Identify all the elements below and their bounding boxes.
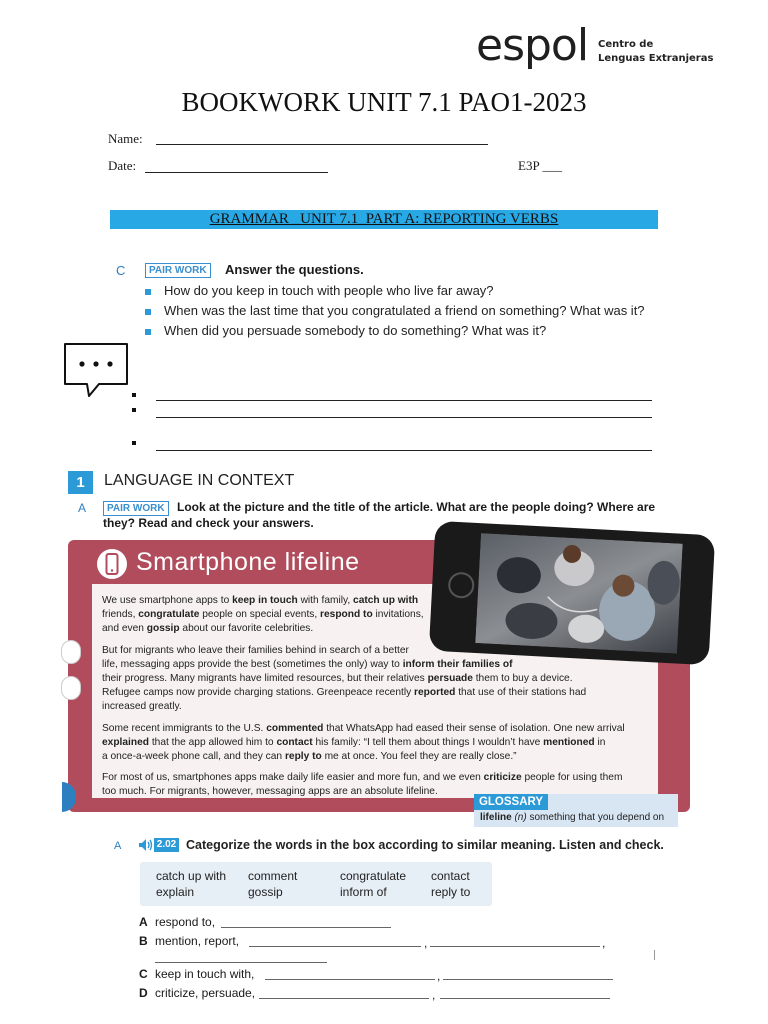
item-c-text: keep in touch with, — [155, 967, 255, 981]
item-letter: B — [139, 934, 148, 948]
word-box-column — [340, 868, 406, 900]
question-2: When was the last time that you congratulated a friend on something? What was it? — [164, 303, 645, 318]
date-field[interactable] — [145, 172, 328, 173]
page-title: BOOKWORK UNIT 7.1 PAO1-2023 — [181, 87, 587, 117]
key-phrase: contact — [276, 736, 313, 748]
grammar-banner-text: GRAMMAR _UNIT 7.1_PART A: REPORTING VERBS — [209, 211, 559, 227]
article-text-run: that use of their stations had — [455, 687, 587, 699]
key-phrase: commented — [266, 722, 324, 734]
exercise-a-instruction: Categorize the words in the box according to similar meaning. Listen and check. — [186, 838, 664, 852]
item-c-blank-1[interactable] — [265, 979, 435, 980]
section-c-letter: C — [116, 263, 126, 278]
separator-comma: , — [437, 969, 441, 983]
article-text-run: about our favorite celebrities. — [179, 623, 314, 635]
article-text-run: people on special events, — [199, 609, 321, 621]
article-text-run: his family: “I tell them about things I wouldn’t have — [312, 736, 544, 748]
item-b-blank-2[interactable] — [430, 946, 600, 947]
word-box-item: inform of — [340, 885, 387, 899]
section-c-instruction: Answer the questions. — [225, 262, 364, 277]
section-a-instruction-1: Look at the picture and the title of the article. What are the people doing? Where are — [177, 500, 656, 514]
article-line — [102, 771, 650, 785]
exercise-a-letter: A — [114, 840, 122, 852]
article-text-run: that WhatsApp had eased their sense of isolation. One new arrival — [323, 722, 625, 734]
key-phrase: reported — [414, 687, 456, 699]
word-box-item: reply to — [431, 885, 471, 899]
side-tab — [61, 676, 81, 700]
item-c-blank-2[interactable] — [443, 979, 613, 980]
item-b-blank-1[interactable] — [249, 946, 421, 947]
answer-line-3[interactable] — [156, 450, 652, 451]
logo-subtitle — [598, 38, 713, 66]
section-number-badge: 1 — [68, 471, 93, 494]
word-box-item: catch up with — [156, 869, 227, 883]
separator-comma: , — [424, 936, 428, 950]
date-label: Date: — [108, 158, 137, 173]
article-text-run: Some recent immigrants to the U.S. — [102, 722, 267, 734]
glossary-term: lifeline — [480, 812, 512, 823]
margin-mark — [654, 950, 655, 960]
article-text-run: me at once. You feel they are really close.” — [321, 751, 517, 763]
article-line — [102, 736, 650, 750]
speaker-icon[interactable] — [138, 838, 154, 852]
logo-subtitle-line-1: Centro de — [598, 39, 654, 50]
article-text-run: and even — [102, 623, 147, 635]
key-phrase: keep in touch — [232, 595, 298, 606]
article-text-run: in — [594, 736, 606, 748]
class-label: E3P ___ — [518, 158, 562, 173]
audio-track-badge[interactable]: 2.02 — [154, 838, 179, 852]
article-text-run: with family, — [297, 595, 354, 606]
item-d-blank-1[interactable] — [259, 998, 429, 999]
article-text-run: increased greatly. — [102, 701, 182, 713]
article-title: Smartphone lifeline — [136, 548, 360, 576]
article-line — [102, 672, 650, 686]
side-tab — [61, 640, 81, 664]
glossary-entry — [480, 812, 664, 823]
answer-line-1[interactable] — [156, 400, 652, 401]
chat-bubble-icon — [63, 341, 131, 399]
migrants-photo — [475, 533, 682, 653]
article-text-run: a once-a-week phone call, and they can — [102, 751, 285, 763]
bullet-square — [145, 329, 151, 335]
question-1: How do you keep in touch with people who live far away? — [164, 283, 494, 298]
word-box-item: comment — [248, 869, 298, 883]
article-text-run: people for using them — [521, 772, 623, 784]
glossary-heading: GLOSSARY — [474, 794, 548, 810]
espol-logo: espol — [476, 20, 589, 71]
article-text-run: For most of us, smartphones apps make daily life easier and more fun, and we even — [102, 772, 484, 784]
key-phrase: criticize — [483, 772, 522, 784]
answer-bullet — [132, 408, 136, 412]
smartphone-image — [429, 521, 715, 665]
answer-line-2[interactable] — [156, 417, 652, 418]
article-text-run: But for migrants who leave their families behind in search of a better — [102, 644, 409, 656]
article-text-run: that the app allowed him to — [149, 736, 277, 748]
bullet-square — [145, 289, 151, 295]
key-phrase: gossip — [146, 623, 180, 635]
article-text-run: friends, — [102, 609, 139, 621]
article-line — [102, 686, 650, 700]
question-3: When did you persuade somebody to do something? What was it? — [164, 323, 547, 338]
item-letter: A — [139, 915, 148, 929]
item-letter: C — [139, 967, 148, 981]
item-b-blank-3[interactable] — [155, 962, 327, 963]
item-d-text: criticize, persuade, — [155, 986, 256, 1000]
section-a-instruction-2: they? Read and check your answers. — [103, 516, 314, 530]
answer-bullet — [132, 393, 136, 397]
article-line — [102, 700, 650, 714]
article-line — [102, 658, 650, 672]
item-b-text: mention, report, — [155, 934, 240, 948]
article-line — [102, 722, 650, 736]
pair-work-tag: PAIR WORK — [103, 501, 169, 516]
word-box-column — [248, 868, 297, 900]
article-text-run: life, messaging apps provide the best (sometimes the only) way to — [102, 658, 403, 670]
item-letter: D — [139, 986, 148, 1000]
pair-work-tag: PAIR WORK — [145, 263, 211, 278]
glossary-definition: something that you depend on — [529, 812, 665, 823]
separator-comma: , — [432, 988, 436, 1002]
key-phrase: persuade — [427, 673, 473, 685]
separator-comma: , — [602, 936, 606, 950]
article-text-run: Refugee camps now provide charging stations. Greenpeace recently — [102, 687, 415, 699]
key-phrase: respond to — [320, 609, 373, 621]
word-box-item: explain — [156, 885, 195, 899]
item-a-text: respond to, — [155, 915, 216, 929]
section-heading: LANGUAGE IN CONTEXT — [104, 472, 295, 489]
glossary-pos: (n) — [514, 812, 527, 823]
article-text-run: invitations, — [372, 609, 424, 621]
article-text-run: We use smartphone apps to — [102, 595, 233, 606]
word-box-item: gossip — [248, 885, 283, 899]
key-phrase: catch up with — [353, 595, 419, 606]
word-box-column — [431, 868, 470, 900]
key-phrase: mentioned — [543, 736, 595, 748]
key-phrase: explained — [102, 736, 149, 748]
phone-icon — [96, 548, 128, 580]
word-box-column — [156, 868, 226, 900]
key-phrase: reply to — [284, 751, 322, 763]
article-paragraph-3 — [102, 722, 650, 765]
key-phrase: inform their families of — [402, 658, 513, 670]
word-box-item: congratulate — [340, 869, 407, 883]
article-text-run: them to buy a device. — [472, 673, 573, 685]
item-d-blank-2[interactable] — [440, 998, 610, 999]
answer-bullet — [132, 441, 136, 445]
article-line — [102, 750, 650, 764]
grammar-banner — [110, 210, 658, 229]
item-a-blank-1[interactable] — [221, 927, 391, 928]
key-phrase: congratulate — [138, 609, 200, 621]
name-label: Name: — [108, 131, 143, 146]
article-text-run: too much. For migrants, however, messaging apps are an absolute lifeline. — [102, 786, 438, 798]
home-button — [448, 572, 475, 599]
word-box-item: contact — [431, 869, 470, 883]
bullet-square — [145, 309, 151, 315]
section-a-letter: A — [78, 501, 87, 515]
name-field[interactable] — [156, 144, 488, 145]
article-text-run: their progress. Many migrants have limited resources, but their relatives — [102, 673, 428, 685]
logo-subtitle-line-2: Lenguas Extranjeras — [598, 53, 714, 64]
